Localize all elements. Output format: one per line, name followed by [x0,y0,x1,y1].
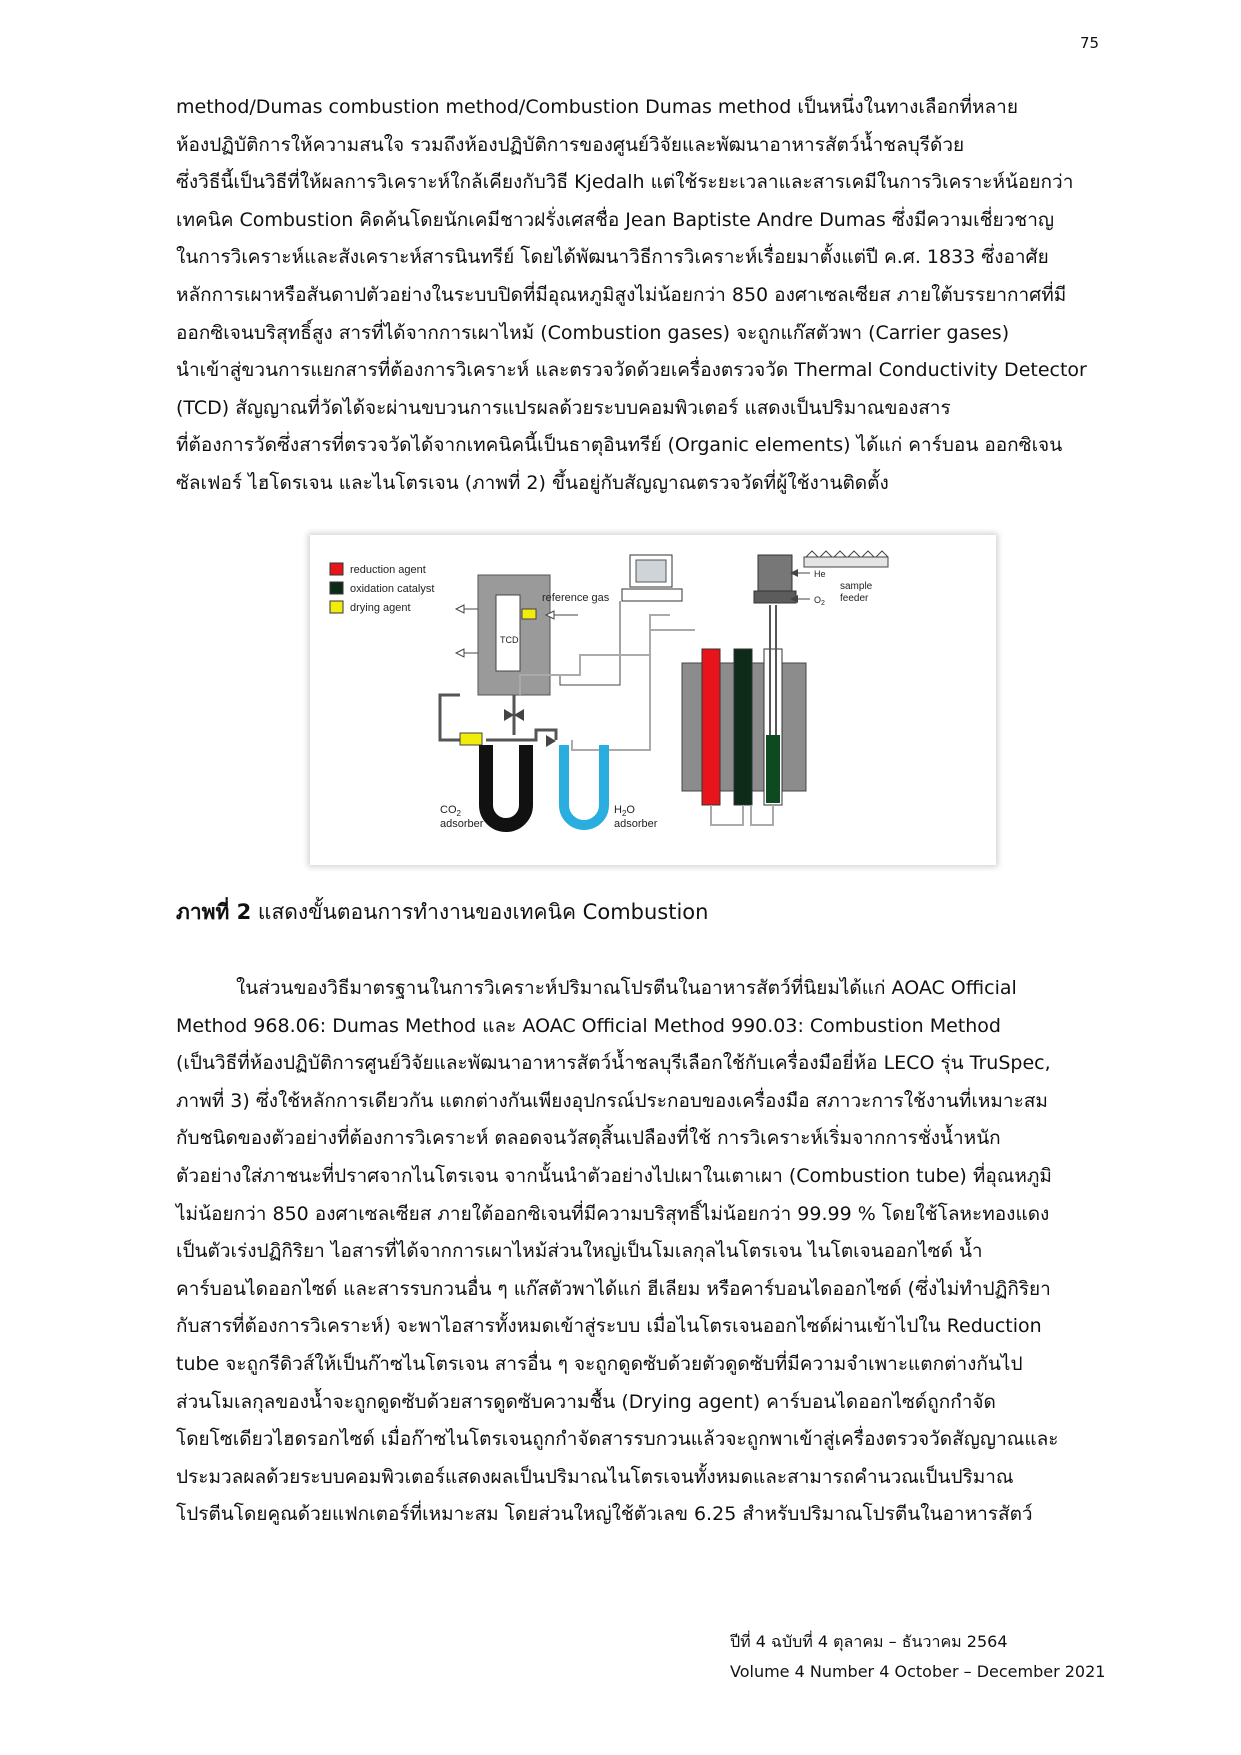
paragraph-line: ซัลเฟอร์ ไฮโดรเจน และไนโตรเจน (ภาพที่ 2) ขึ้นอยู่กับสัญญาณตรวจวัดที่ผู้ใช้งานติดตั้ง [176,471,889,494]
paragraph-line: method/Dumas combustion method/Combustion Dumas method เป็นหนึ่งในทางเลือกที่หลาย [176,96,1018,118]
sample-feeder-label-2: feeder [840,593,869,604]
paragraph-line: เทคนิค Combustion คิดค้นโดยนักเคมีชาวฝรั่งเศสชื่อ Jean Baptiste Andre Dumas ซึ่งมีความเชี่ยวชาญ [176,208,1055,231]
paragraph-line: กับชนิดของตัวอย่างที่ต้องการวิเคราะห์ ตลอดจนวัสดุสิ้นเปลืองที่ใช้ การวิเคราะห์เริ่มจากการชั่งน้ำหนัก [176,1127,1001,1150]
o2-label: $O_2$ [814,595,825,607]
h2o-label: $H_2O$ [614,804,635,818]
legend-label-drying: drying agent [350,602,411,614]
computer-base [622,589,682,601]
paragraph-line: ไม่น้อยกว่า 850 องศาเซลเซียส ภายใต้ออกซิเจนที่มีความบริสุทธิ์ไม่น้อยกว่า 99.99 % โดยใช้โลหะทองแดง [176,1202,1050,1225]
paragraph-line: เป็นตัวเร่งปฏิกิริยา ไอสารที่ได้จากการเผาไหม้ส่วนใหญ่เป็นโมเลกุลไนโตรเจน ไนโตเจนออกไซด์ น้ำ [176,1240,983,1263]
h2o-adsorber-tube [564,745,604,825]
sample-feeder-unit [758,555,792,591]
he-label: He [814,569,826,579]
page-number: 75 [1080,34,1100,52]
paragraph-line: กับสารที่ต้องการวิเคราะห์) จะพาไอสารทั้งหมดเข้าสู่ระบบ เมื่อไนโตรเจนออกไซด์ผ่านเข้าไปใน Reduction [176,1315,1042,1338]
paragraph-line: ในการวิเคราะห์และสังเคราะห์สารนินทรีย์ โดยได้พัฒนาวิธีการวิเคราะห์เรื่อยมาตั้งแต่ปี ค.ศ. 1833 ซึ่งอาศัย [176,246,1049,269]
footer-english-issue: Volume 4 Number 4 October – December 2021 [730,1662,1106,1681]
paragraph-line: ห้องปฏิบัติการให้ความสนใจ รวมถึงห้องปฏิบัติการของศูนย์วิจัยและพัฒนาอาหารสัตว์น้ำชลบุรีด้วย [176,133,965,156]
co2-label: $CO_2$ [440,804,461,818]
figure-caption-text: แสดงขั้นตอนการทำงานของเทคนิค Combustion [251,900,709,924]
co2-adsorber-tube [486,745,526,825]
paragraph-1 [176,89,1116,503]
drying-agent-top [522,609,536,619]
sample-feeder-label-1: sample [840,581,873,592]
legend-swatch-drying [330,601,343,613]
h2o-adsorber-label: adsorber [614,818,658,830]
gas-line [486,730,556,740]
combustion-diagram [310,535,996,865]
gas-line [711,805,743,825]
combustion-diagram-figure [310,535,996,865]
legend-swatch-oxidation [330,582,343,594]
journal-footer [730,1627,1105,1687]
legend-label-oxidation: oxidation catalyst [350,583,435,595]
paragraph-line: ซึ่งวิธีนี้เป็นวิธีที่ให้ผลการวิเคราะห์ใกล้เคียงกับวิธี Kjedalh แต่ใช้ระยะเวลาและสารเคมีในการวิเคราะห์น้อยกว่า [176,171,1074,194]
paragraph-2 [176,970,1116,1534]
paragraph-line: โปรตีนโดยคูณด้วยแฟกเตอร์ที่เหมาะสม โดยส่วนใหญ่ใช้ตัวเลข 6.25 สำหรับปริมาณโปรตีนในอาหารสัตว์ [176,1503,1033,1526]
paragraph-line: Method 968.06: Dumas Method และ AOAC Official Method 990.03: Combustion Method [176,1014,1001,1037]
paragraph-line: (TCD) สัญญาณที่วัดได้จะผ่านขบวนการแปรผลด้วยระบบคอมพิวเตอร์ แสดงเป็นปริมาณของสาร [176,396,951,419]
sample-carousel [804,557,888,567]
oxidation-tube [734,649,752,805]
paragraph-line: นำเข้าสู่ขวนการแยกสารที่ต้องการวิเคราะห์ และตรวจวัดด้วยเครื่องตรวจวัด Thermal Conductivity Detector [176,359,1087,382]
paragraph-line: (เป็นวิธีที่ห้องปฏิบัติการศูนย์วิจัยและพัฒนาอาหารสัตว์น้ำชลบุรีเลือกใช้กับเครื่องมือยี่ห้อ LECO รุ่น TruSpec, [176,1052,1051,1075]
legend-label-reduction: reduction agent [350,564,426,576]
sample-cups-icon [806,551,888,557]
paragraph-line: ภาพที่ 3) ซึ่งใช้หลักการเดียวกัน แตกต่างกันเพียงอุปกรณ์ประกอบของเครื่องมือ สภาวะการใช้งานที่เหมาะสม [176,1089,1048,1112]
paragraph-line: ออกซิเจนบริสุทธิ์สูง สารที่ได้จากการเผาไหม้ (Combustion gases) จะถูกแก๊สตัวพา (Carrier gases) [176,321,1010,344]
sample-feeder-valve [754,591,796,603]
footer-thai-issue: ปีที่ 4 ฉบับที่ 4 ตุลาคม – ธันวาคม 2564 [730,1632,1008,1651]
reference-gas-label: reference gas [542,592,610,604]
figure-caption-number: ภาพที่ 2 [176,900,252,924]
tcd-label: TCD [500,635,519,645]
signal-cable [550,601,620,685]
drying-agent-bottom [460,733,482,745]
computer-screen [636,560,666,582]
tcd-cell [496,595,520,671]
paragraph-line: หลักการเผาหรือสันดาปตัวอย่างในระบบปิดที่มีอุณหภูมิสูงไม่น้อยกว่า 850 องศาเซลเซียส ภายใต้บรรยากาศที่มี [176,283,1067,306]
paragraph-line: tube จะถูกรีดิวส์ให้เป็นก๊าซไนโตรเจน สารอื่น ๆ จะถูกดูดซับด้วยตัวดูดซับที่มีความจำเพาะแตกต่างกันไป [176,1352,1023,1375]
arrow-icon [456,605,464,613]
co2-adsorber-label: adsorber [440,818,484,830]
paragraph-line: ในส่วนของวิธีมาตรฐานในการวิเคราะห์ปริมาณโปรตีนในอาหารสัตว์ที่นิยมได้แก่ AOAC Official [236,977,1017,999]
reduction-tube [702,649,720,805]
gas-line [572,630,695,750]
combustion-tube-fill [766,735,780,803]
figure-caption [176,896,708,929]
gas-line [751,805,773,825]
paragraph-line: ประมวลผลด้วยระบบคอมพิวเตอร์แสดงผลเป็นปริมาณไนโตรเจนทั้งหมดและสามารถคำนวณเป็นปริมาณ [176,1465,1014,1488]
paragraph-line: คาร์บอนไดออกไซด์ และสารรบกวนอื่น ๆ แก๊สตัวพาได้แก่ ฮีเลียม หรือคาร์บอนไดออกไซด์ (ซึ่งไม่ทำปฏิกิริยา [176,1277,1051,1300]
paragraph-line: ที่ต้องการวัดซึ่งสารที่ตรวจวัดได้จากเทคนิคนี้เป็นธาตุอินทรีย์ (Organic elements) ได้แก่ คาร์บอน ออกซิเจน [176,434,1063,457]
paragraph-line: ส่วนโมเลกุลของน้ำจะถูกดูดซับด้วยสารดูดซับความชื้น (Drying agent) คาร์บอนไดออกไซด์ถูกกำจัด [176,1390,996,1413]
paragraph-line: ตัวอย่างใส่ภาชนะที่ปราศจากไนโตรเจน จากนั้นนำตัวอย่างไปเผาในเตาเผา (Combustion tube) ที่อุณหภูมิ [176,1164,1052,1187]
paragraph-line: โดยโซเดียวไฮดรอกไซด์ เมื่อก๊าซไนโตรเจนถูกกำจัดสารรบกวนแล้วจะถูกพาเข้าสู่เครื่องตรวจวัดสัญญาณและ [176,1428,1059,1451]
legend-swatch-reduction [330,563,343,575]
arrow-icon [456,649,464,657]
